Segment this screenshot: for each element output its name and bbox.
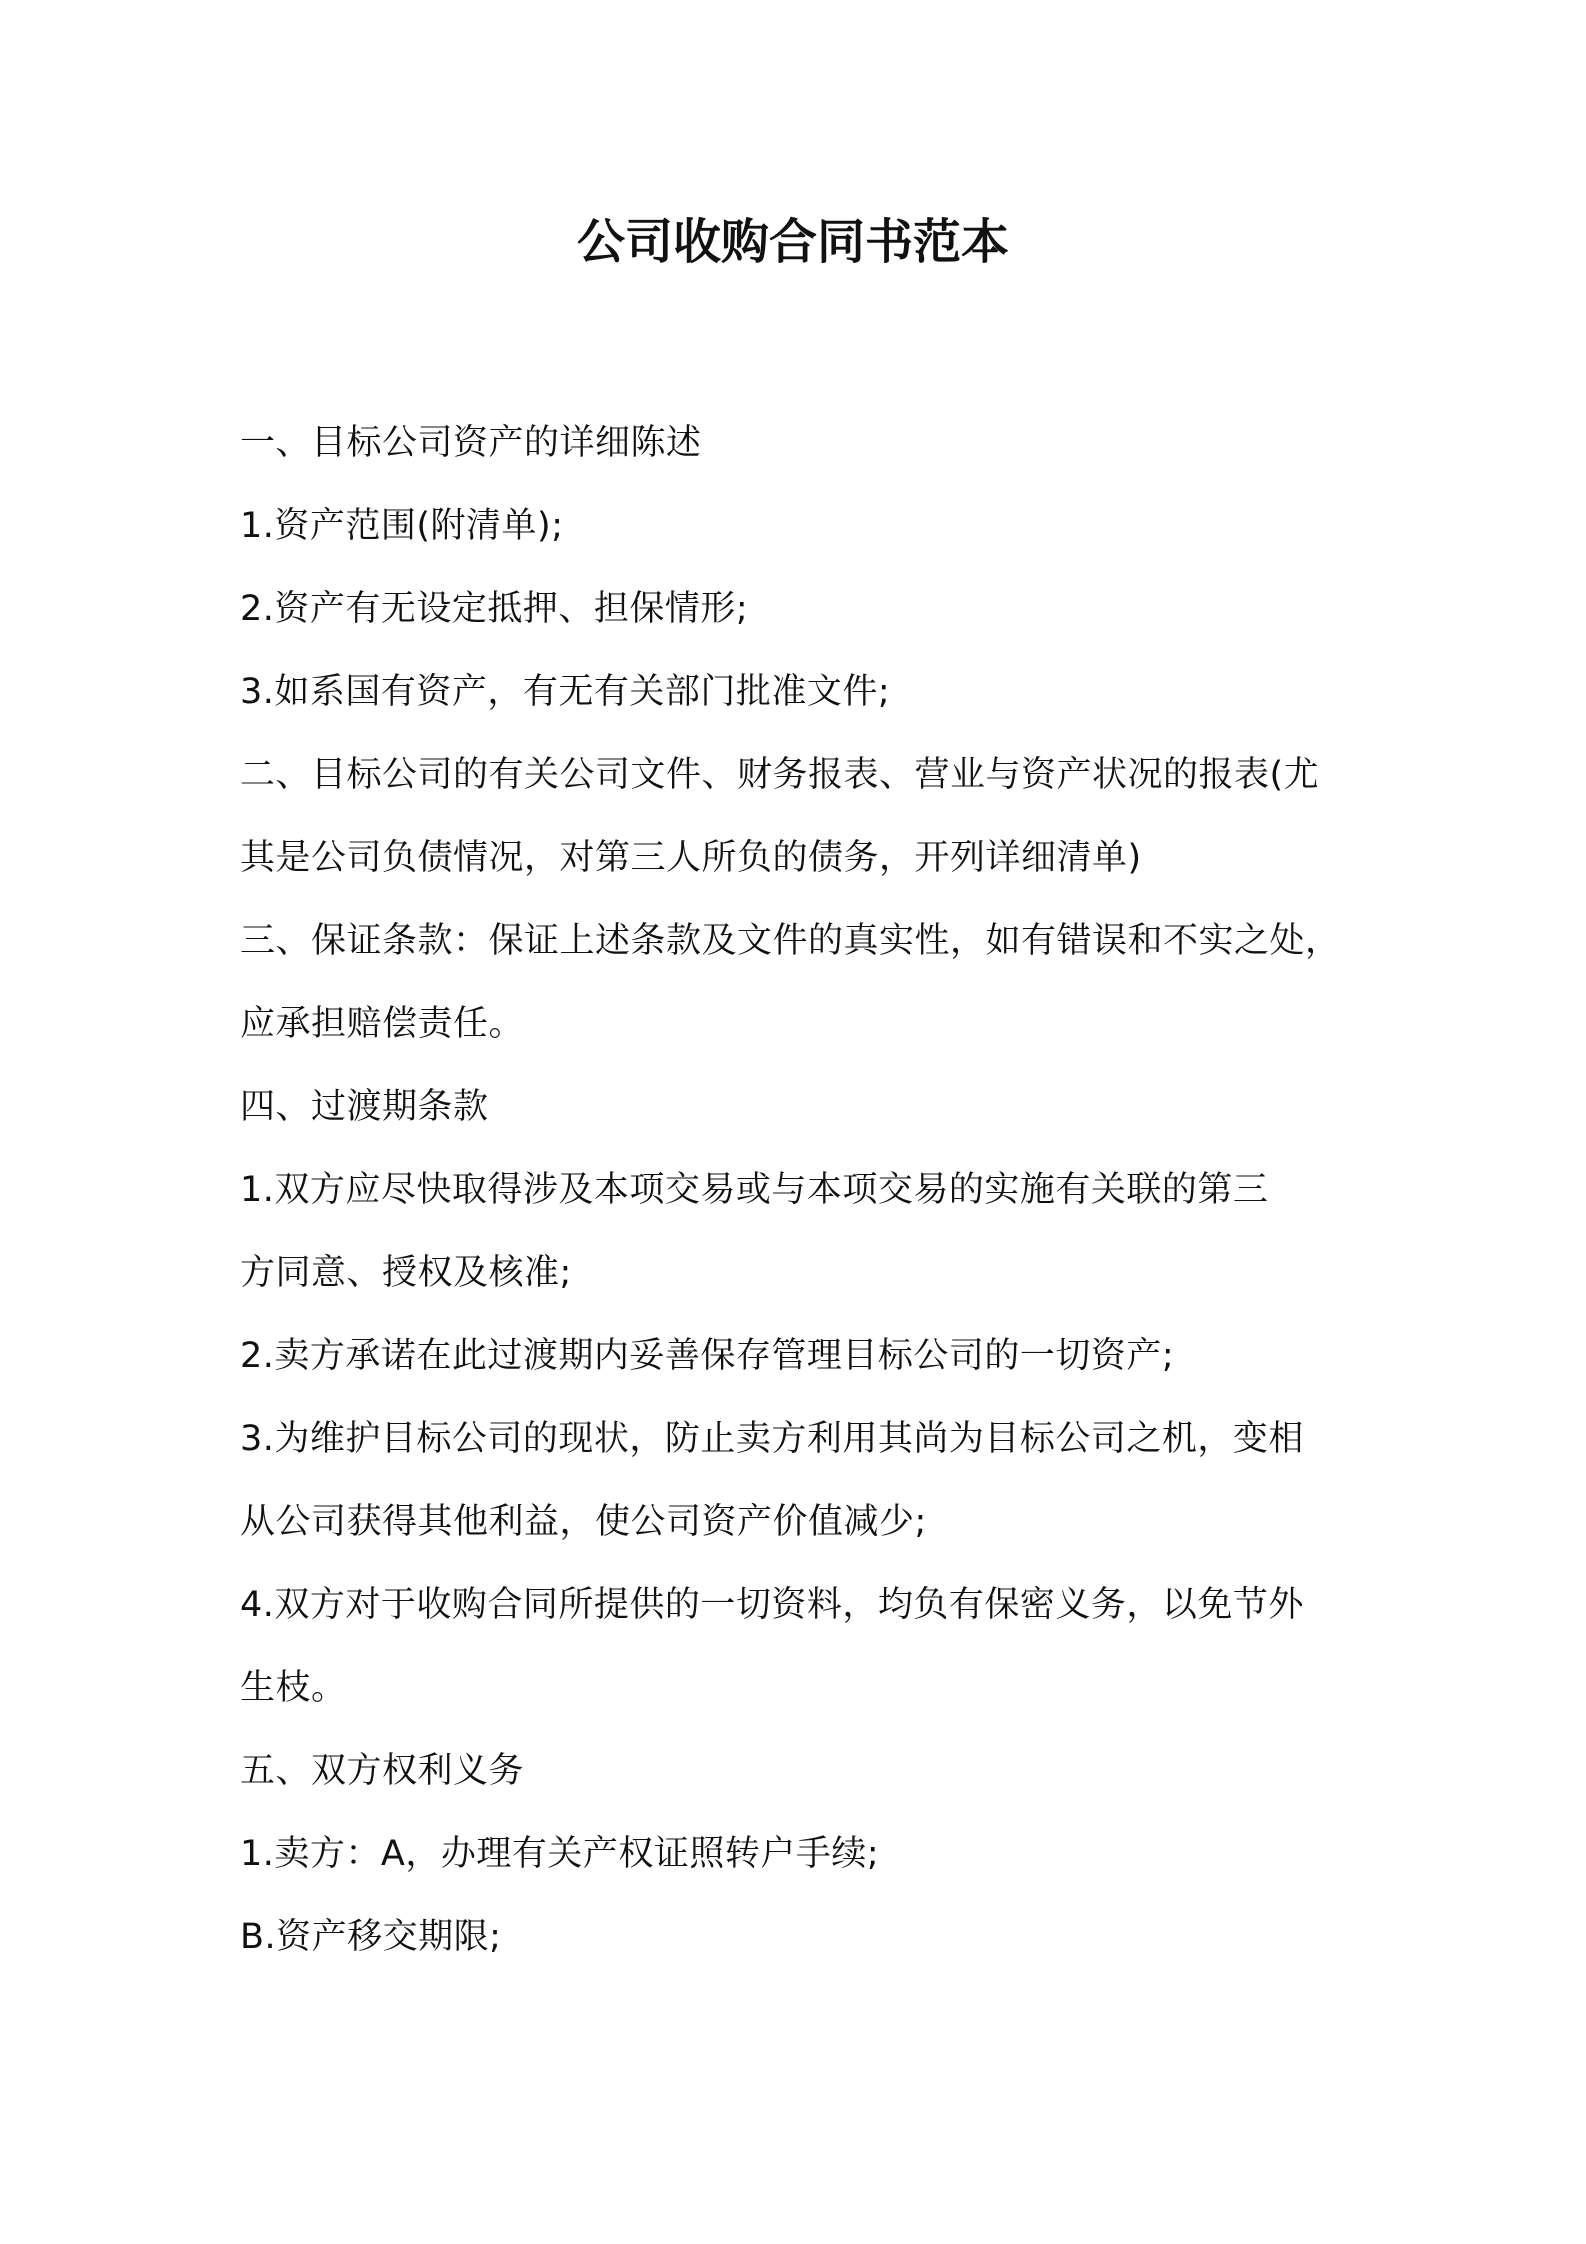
section-heading-5: 五、双方权利义务 [240, 1751, 525, 1791]
section-heading-4: 四、过渡期条款 [240, 1087, 489, 1127]
paragraph-line: 2.卖方承诺在此过渡期内妥善保存管理目标公司的一切资产; [240, 1336, 1175, 1376]
document-body [240, 402, 1360, 1979]
paragraph-line: 应承担赔偿责任。 [240, 1004, 525, 1044]
section-heading-1: 一、目标公司资产的详细陈述 [240, 423, 702, 463]
paragraph-line: 其是公司负债情况，对第三人所负的债务，开列详细清单) [240, 838, 1142, 878]
paragraph-line: 从公司获得其他利益，使公司资产价值减少; [240, 1502, 927, 1542]
paragraph-line: 1.资产范围(附清单); [240, 506, 564, 546]
section-heading-2: 二、目标公司的有关公司文件、财务报表、营业与资产状况的报表(尤 [240, 755, 1320, 795]
paragraph-line: 2.资产有无设定抵押、担保情形; [240, 589, 749, 629]
paragraph-line: 生枝。 [240, 1668, 347, 1708]
paragraph-line: B.资产移交期限; [240, 1917, 502, 1957]
paragraph-line: 3.如系国有资产，有无有关部门批准文件; [240, 672, 891, 712]
document-title: 公司收购合同书范本 [576, 214, 1009, 270]
section-heading-3: 三、保证条款：保证上述条款及文件的真实性，如有错误和不实之处， [240, 921, 1341, 961]
paragraph-line: 4.双方对于收购合同所提供的一切资料，均负有保密义务，以免节外 [240, 1585, 1304, 1625]
paragraph-line: 方同意、授权及核准; [240, 1253, 572, 1293]
paragraph-line: 1.卖方：A，办理有关产权证照转户手续; [240, 1834, 880, 1874]
paragraph-line: 3.为维护目标公司的现状，防止卖方利用其尚为目标公司之机，变相 [240, 1419, 1304, 1459]
paragraph-line: 1.双方应尽快取得涉及本项交易或与本项交易的实施有关联的第三 [240, 1170, 1269, 1210]
